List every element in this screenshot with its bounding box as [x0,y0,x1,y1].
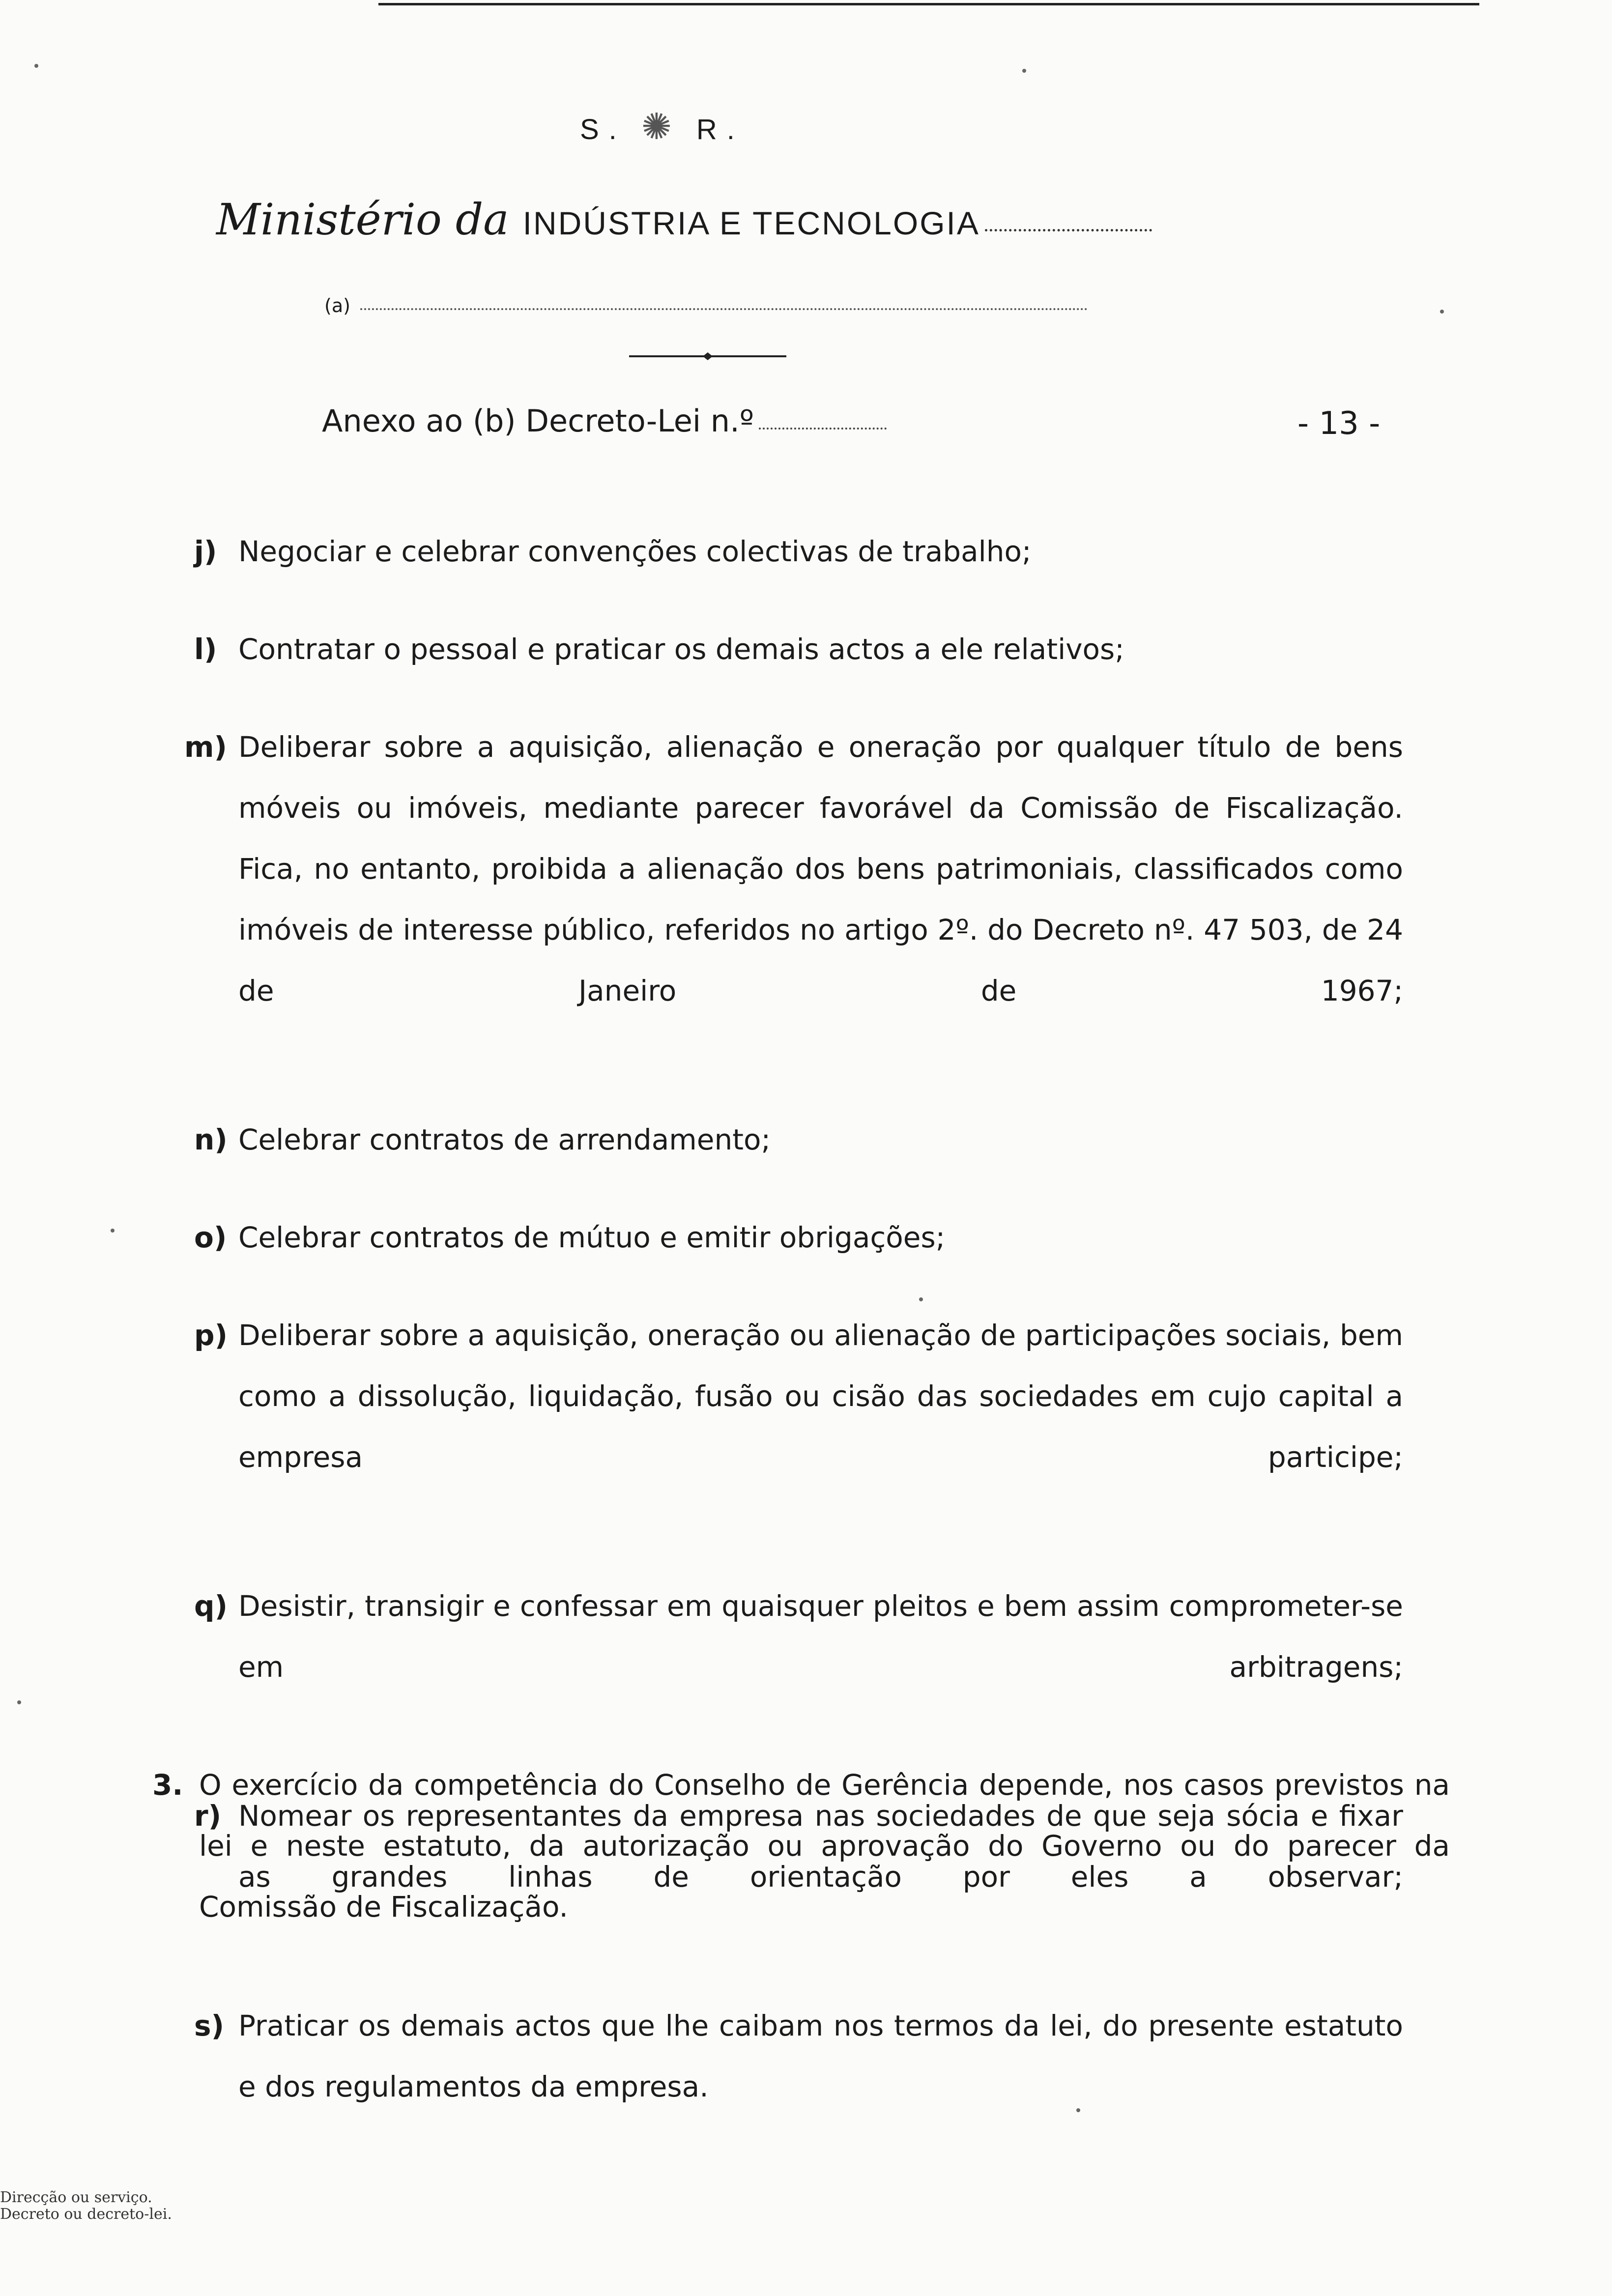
item-text: Negociar e celebrar convenções colectivas de trabalho; [238,535,1032,568]
footer-note-2: Decreto ou decreto-lei. [0,2206,172,2223]
item-label: r) [194,1799,222,1833]
item-text: Contratar o pessoal e praticar os demais actos a ele relativos; [238,632,1124,666]
ministry-department: INDÚSTRIA E TECNOLOGIA [522,205,980,241]
list-item [194,619,1403,680]
top-rule [378,3,1479,5]
sr-left: S. [580,114,627,145]
item-label: n) [194,1123,228,1156]
republic-emblem-heading [580,106,745,148]
footer-note-1: Direcção ou serviço. [0,2189,152,2206]
item-label: s) [194,2009,225,2042]
item-text: Deliberar sobre a aquisição, alienação e oneração por qualquer título de bens móveis ou imóveis, mediante parecer favorável da Comissão de Fiscalização. Fica, no entanto, proibida a alienação dos bens patrimoniais, classificados como imóveis de interesse público, referidos no artigo 2º. do Decreto nº. 47 503, de 24 de Janeiro de 1967; [238,730,1403,1007]
list-item [194,1576,1403,1758]
item-label: p) [194,1319,228,1352]
ministry-prefix: Ministério da [216,194,509,245]
list-item [194,1207,1403,1268]
item-text: Praticar os demais actos que lhe caibam nos termos da lei, do presente estatuto e dos regulamentos da empresa. [238,2009,1403,2103]
annex-line [322,403,887,439]
item-text: Celebrar contratos de mútuo e emitir obrigações; [238,1221,946,1254]
ministry-heading [216,194,1152,245]
list-item [194,1109,1403,1170]
item-label: m) [184,730,227,764]
paragraph-3 [152,1754,1450,1937]
item-text: Nomear os representantes da empresa nas sociedades de que seja sócia e fixar as grandes linhas de orientação por eles a observar; [238,1799,1403,1894]
list-item [194,521,1403,582]
annex-text: Anexo ao (b) Decreto-Lei n.º [322,403,754,439]
list-item [184,717,1403,1082]
emblem-icon: ✺ [641,106,682,147]
ornament-divider [629,349,786,364]
item-text: Deliberar sobre a aquisição, oneração ou alienação de participações sociais, bem como a dissolução, liquidação, fusão ou cisão das sociedades em cujo capital a empresa participe; [238,1319,1403,1474]
dotted-leader [360,308,1088,310]
page-number: - 13 - [1297,405,1381,442]
paragraph-text: O exercício da competência do Conselho de Gerência depende, nos casos previstos na lei e neste estatuto, da autorização ou aprovação do Governo ou do parecer da Comissão de Fiscalização. [199,1768,1450,1923]
list-item [194,1995,1403,2117]
paragraph-label: 3. [152,1768,183,1802]
item-text: Celebrar contratos de arrendamento; [238,1123,771,1156]
dotted-leader [759,428,887,430]
item-label: l) [194,632,217,666]
list-item [194,1305,1403,1549]
item-text: Desistir, transigir e confessar em quaisquer pleitos e bem assim comprometer-se em arbitragens; [238,1589,1403,1684]
sr-right: R. [696,114,745,145]
dotted-leader [985,229,1152,231]
item-label: o) [194,1221,227,1254]
footer-notes [0,2189,172,2223]
item-label: j) [194,535,217,568]
sub-marker: (a) [324,295,350,316]
sub-heading-line [324,295,1088,316]
item-label: q) [194,1589,228,1623]
